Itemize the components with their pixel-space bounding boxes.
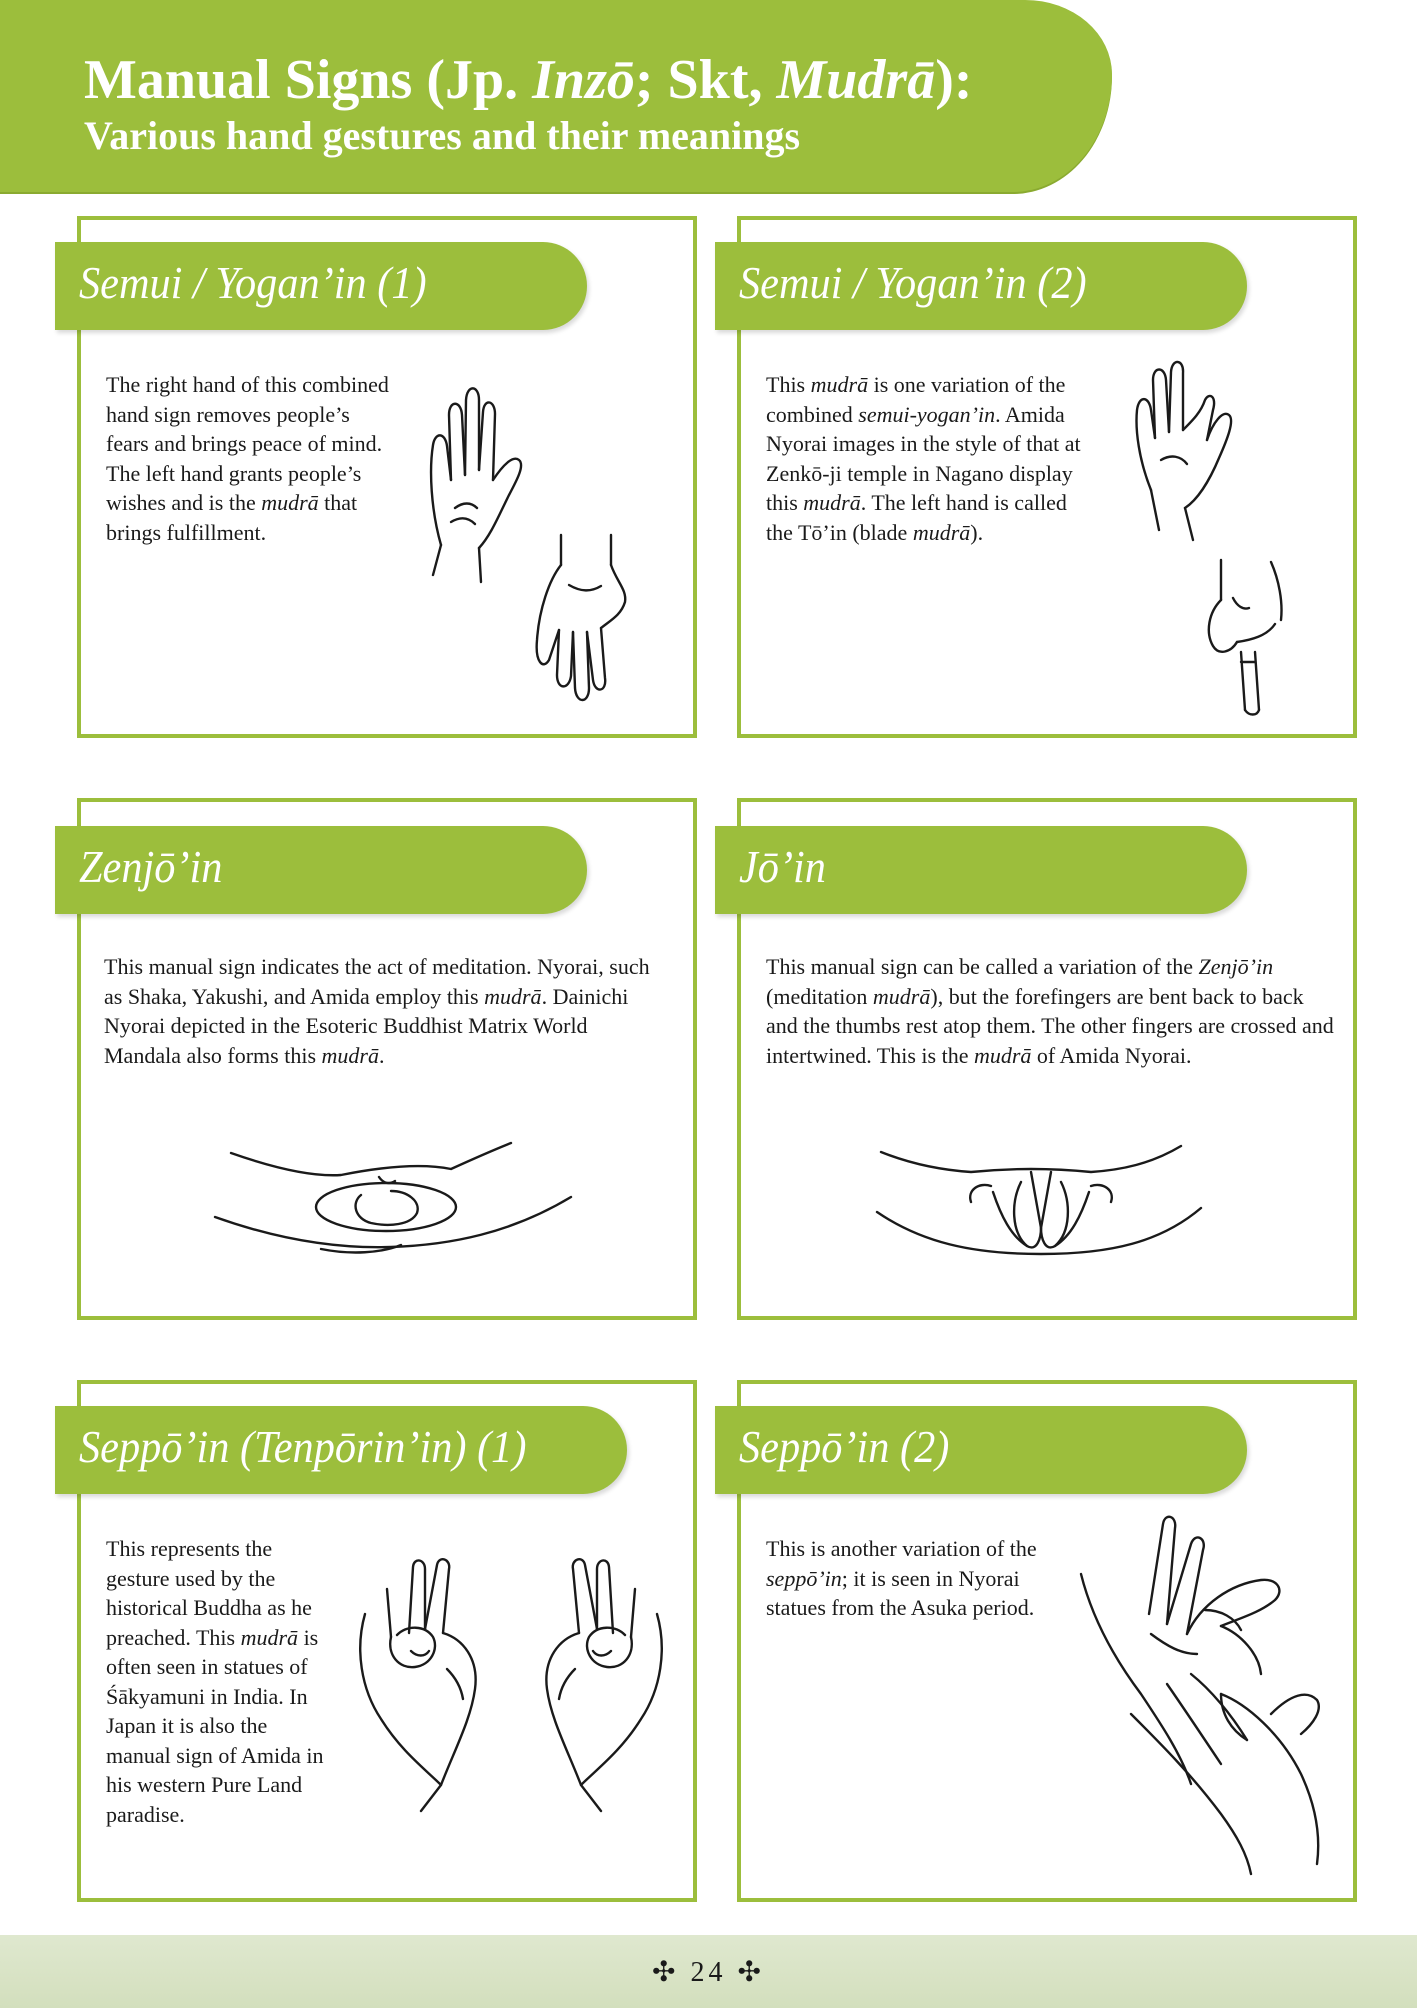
page-subtitle: Various hand gestures and their meanings [84, 113, 801, 158]
card-title: Jō’in [739, 841, 826, 892]
card-title: Seppō’in (2) [739, 1421, 950, 1472]
page-footer-band [0, 1935, 1417, 2008]
card-title: Semui / Yogan’in (2) [739, 257, 1087, 308]
card-title-tab [55, 826, 587, 914]
page-header-banner [0, 0, 1112, 192]
seppoin-2-hands-illustration [1071, 1514, 1351, 1884]
semui-yoganin-2-hands-illustration [1101, 340, 1341, 720]
join-hands-illustration [871, 1142, 1211, 1272]
semui-yoganin-hands-illustration [411, 370, 681, 710]
card-description: This mudrā is one variation of the combined semui-yogan’in. Amida Nyorai images in the style of that at Zenkō-ji temple in Nagano display this mudrā. The left hand is called the Tō’in (blade mudrā). [766, 372, 1081, 545]
card-title-tab [55, 1406, 627, 1494]
card-title-tab [715, 1406, 1247, 1494]
title-part: ; Skt, [634, 49, 777, 111]
card-title-tab [715, 826, 1247, 914]
card-description: This manual sign can be called a variation of the Zenjō’in (meditation mudrā), but the forefingers are bent back to back and the thumbs rest atop them. The other fingers are crossed and intertwined. This is the mudrā of Amida Nyorai. [766, 954, 1334, 1068]
card-title-tab [55, 242, 587, 330]
card-title: Zenjō’in [79, 841, 223, 892]
page-title [84, 48, 973, 112]
card-title: Semui / Yogan’in (1) [79, 257, 427, 308]
card-title: Seppō’in (Tenpōrin’in) (1) [79, 1421, 527, 1472]
card-title-tab [715, 242, 1247, 330]
card-description: This represents the gesture used by the historical Buddha as he preached. This mudrā is often seen in statues of Śākyamuni in India. In Japan it is also the manual sign of Amida in his western Pure Land paradise. [106, 1536, 324, 1827]
card-description: This manual sign indicates the act of meditation. Nyorai, such as Shaka, Yakushi, and Amida employ this mudrā. Dainichi Nyorai depicted in the Esoteric Buddhist Matrix World Mandala also forms this mudrā. [104, 954, 650, 1068]
title-part: Manual Signs (Jp. [84, 49, 533, 111]
title-part: ): [935, 49, 973, 111]
card-description: This is another variation of the seppō’in; it is seen in Nyorai statues from the Asuka period. [766, 1536, 1037, 1620]
card-description: The right hand of this combined hand sign removes people’s fears and brings peace of mind. The left hand grants people’s wishes and is the mudrā that brings fulfillment. [106, 372, 389, 545]
page-number: ✣ 24 ✣ [652, 1957, 765, 1988]
zenjoin-hands-illustration [211, 1137, 571, 1267]
seppoin-hands-illustration [351, 1559, 671, 1819]
title-part-italic: Inzō [532, 49, 635, 111]
title-part-italic: Mudrā [776, 49, 936, 111]
